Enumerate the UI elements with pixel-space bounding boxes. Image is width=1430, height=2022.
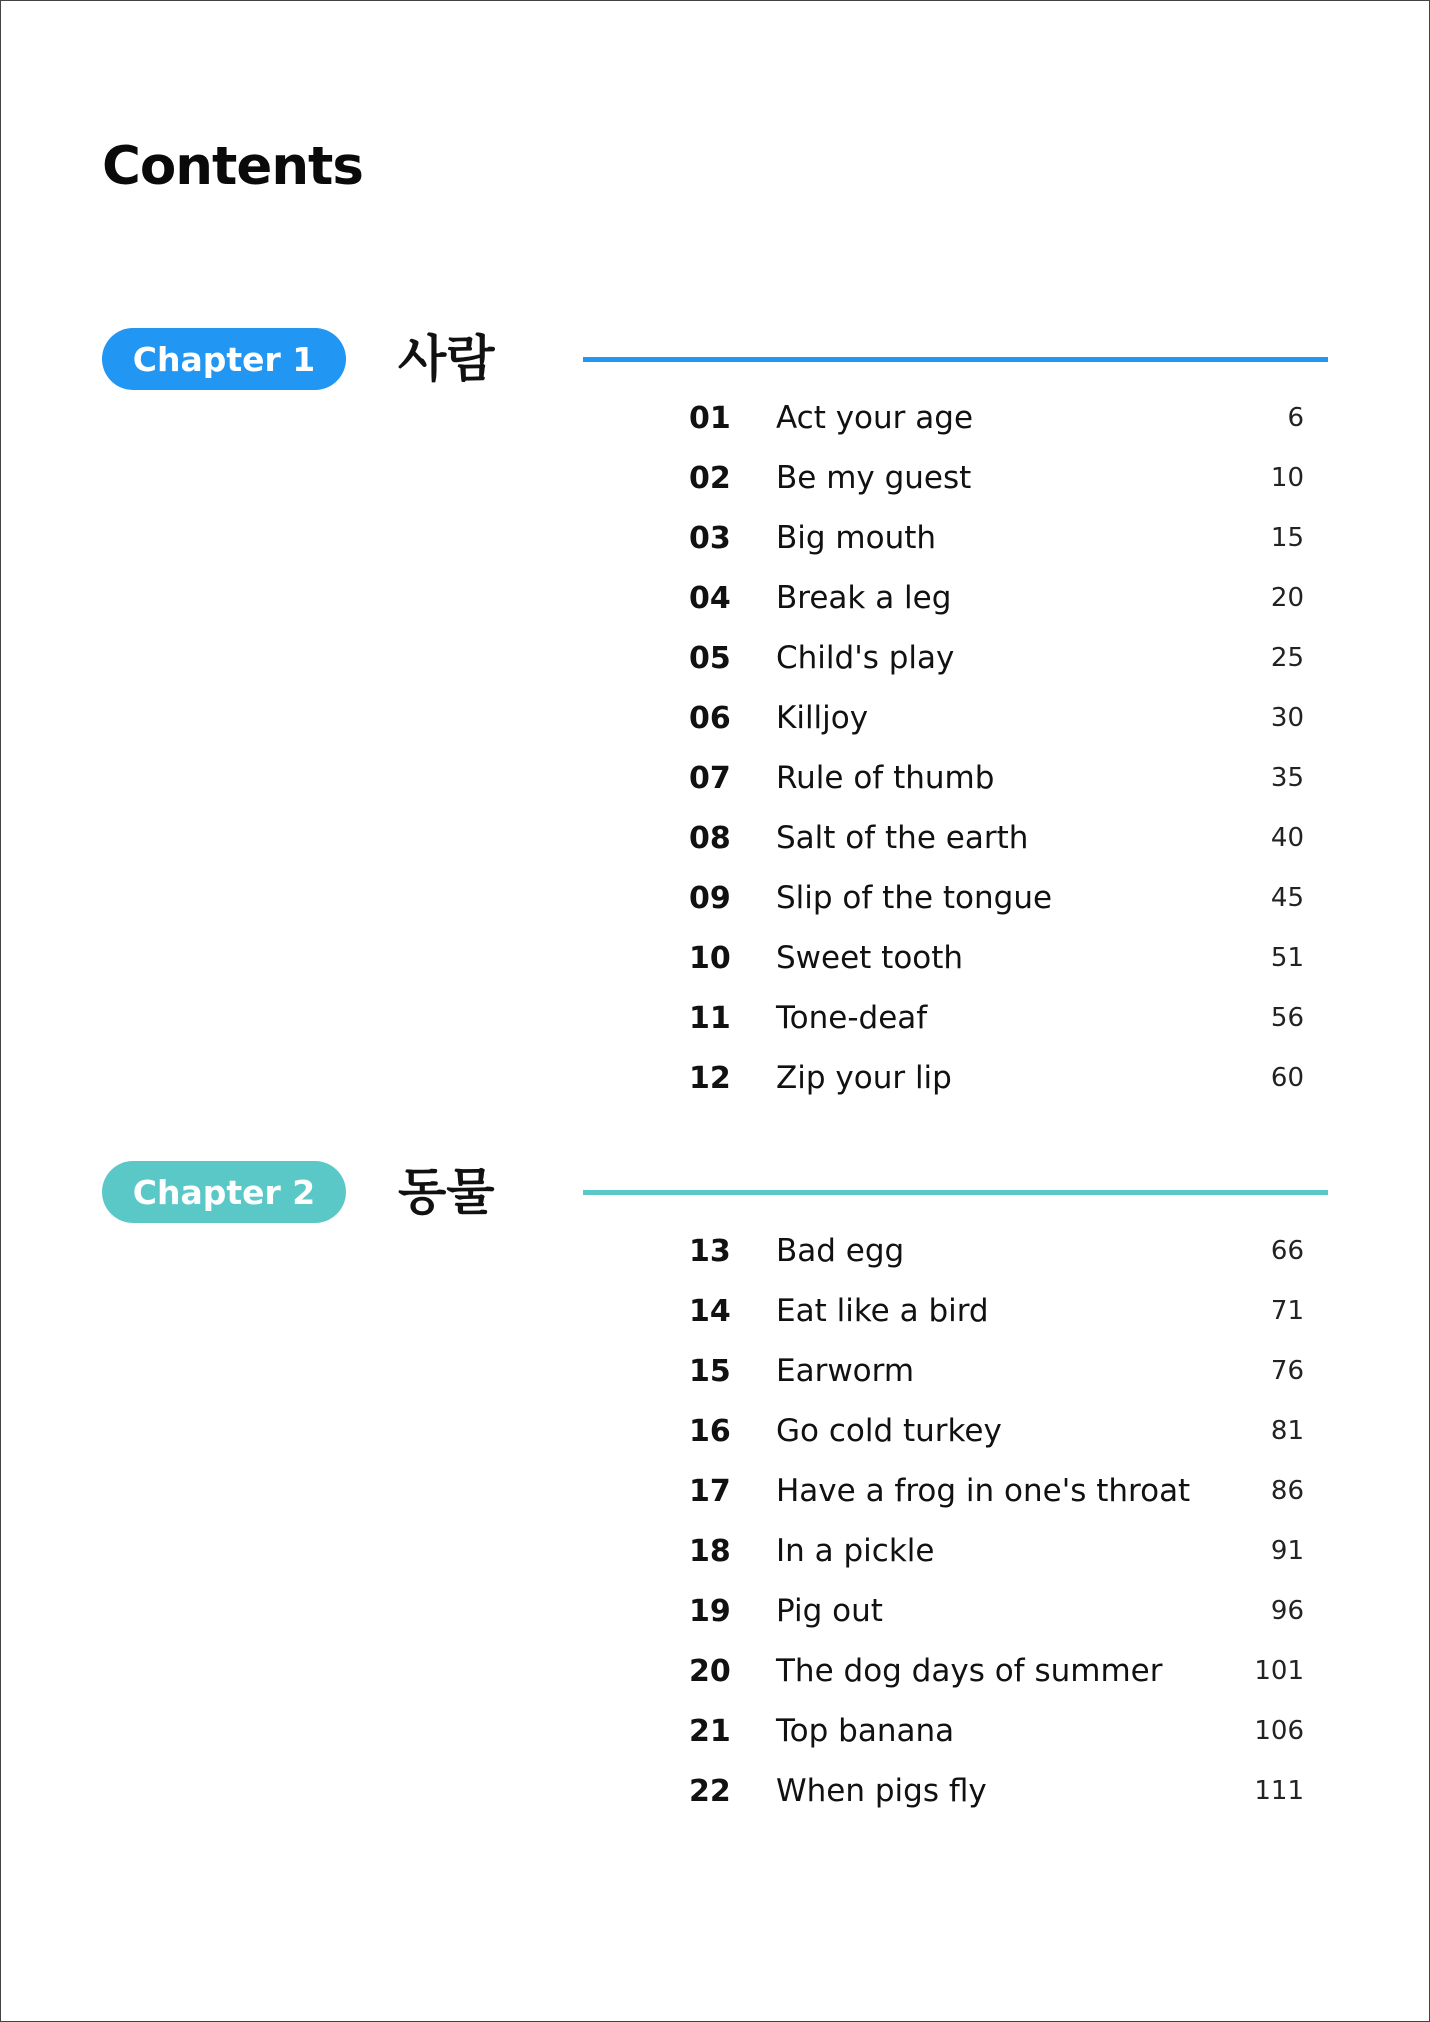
entry-title: Tone-deaf — [776, 1000, 928, 1036]
entry-title: Earworm — [776, 1353, 915, 1389]
page-title: Contents — [102, 136, 363, 197]
entry-title: Killjoy — [776, 700, 869, 736]
entry-title: Go cold turkey — [776, 1413, 1002, 1449]
entry-number: 22 — [689, 1773, 731, 1809]
entry-title: Zip your lip — [776, 1060, 952, 1096]
entry-title: Eat like a bird — [776, 1293, 989, 1329]
entry-number: 06 — [689, 700, 731, 736]
entry-title: Bad egg — [776, 1233, 905, 1269]
entry-title: Be my guest — [776, 460, 972, 496]
entry-number: 18 — [689, 1533, 731, 1569]
entry-title: Big mouth — [776, 520, 937, 556]
entry-page-number: 96 — [1270, 1596, 1304, 1626]
entry-page-number: 25 — [1270, 643, 1304, 673]
chapter-rule — [583, 1190, 1328, 1195]
entry-number: 07 — [689, 760, 731, 796]
entry-number: 20 — [689, 1653, 731, 1689]
entry-number: 09 — [689, 880, 731, 916]
entry-list — [0, 1221, 1430, 1821]
entry-number: 12 — [689, 1060, 731, 1096]
toc-entry[interactable] — [0, 1281, 1430, 1341]
entry-page-number: 60 — [1270, 1063, 1304, 1093]
toc-entry[interactable] — [0, 1581, 1430, 1641]
toc-entry[interactable] — [0, 1221, 1430, 1281]
entry-page-number: 101 — [1254, 1656, 1304, 1686]
toc-entry[interactable] — [0, 808, 1430, 868]
entry-list — [0, 388, 1430, 1108]
toc-entry[interactable] — [0, 988, 1430, 1048]
chapter-name: 동물 — [398, 1163, 495, 1221]
entry-title: When pigs fly — [776, 1773, 987, 1809]
toc-entry[interactable] — [0, 1641, 1430, 1701]
entry-page-number: 56 — [1270, 1003, 1304, 1033]
toc-entry[interactable] — [0, 508, 1430, 568]
entry-title: Break a leg — [776, 580, 952, 616]
entry-number: 02 — [689, 460, 731, 496]
toc-entry[interactable] — [0, 628, 1430, 688]
entry-number: 15 — [689, 1353, 731, 1389]
entry-page-number: 91 — [1270, 1536, 1304, 1566]
entry-title: Sweet tooth — [776, 940, 964, 976]
toc-entry[interactable] — [0, 1521, 1430, 1581]
chapter-rule — [583, 357, 1328, 362]
entry-page-number: 45 — [1270, 883, 1304, 913]
entry-title: The dog days of summer — [776, 1653, 1163, 1689]
toc-entry[interactable] — [0, 868, 1430, 928]
entry-title: Slip of the tongue — [776, 880, 1053, 916]
entry-number: 11 — [689, 1000, 731, 1036]
entry-page-number: 20 — [1270, 583, 1304, 613]
entry-page-number: 30 — [1270, 703, 1304, 733]
toc-entry[interactable] — [0, 1048, 1430, 1108]
entry-page-number: 66 — [1270, 1236, 1304, 1266]
toc-entry[interactable] — [0, 688, 1430, 748]
entry-page-number: 15 — [1270, 523, 1304, 553]
entry-number: 01 — [689, 400, 731, 436]
entry-page-number: 81 — [1270, 1416, 1304, 1446]
entry-page-number: 86 — [1270, 1476, 1304, 1506]
entry-number: 21 — [689, 1713, 731, 1749]
entry-number: 14 — [689, 1293, 731, 1329]
entry-page-number: 71 — [1270, 1296, 1304, 1326]
entry-title: Top banana — [776, 1713, 955, 1749]
entry-number: 04 — [689, 580, 731, 616]
entry-number: 08 — [689, 820, 731, 856]
toc-entry[interactable] — [0, 928, 1430, 988]
entry-number: 16 — [689, 1413, 731, 1449]
toc-entry[interactable] — [0, 1341, 1430, 1401]
toc-entry[interactable] — [0, 748, 1430, 808]
entry-page-number: 51 — [1270, 943, 1304, 973]
entry-title: Have a frog in one's throat — [776, 1473, 1191, 1509]
chapter-badge: Chapter 2 — [102, 1161, 346, 1223]
entry-title: Act your age — [776, 400, 974, 436]
entry-title: Pig out — [776, 1593, 883, 1629]
toc-entry[interactable] — [0, 1761, 1430, 1821]
toc-entry[interactable] — [0, 388, 1430, 448]
entry-page-number: 111 — [1254, 1776, 1304, 1806]
entry-title: In a pickle — [776, 1533, 935, 1569]
toc-entry[interactable] — [0, 1461, 1430, 1521]
entry-number: 05 — [689, 640, 731, 676]
toc-entry[interactable] — [0, 568, 1430, 628]
entry-title: Child's play — [776, 640, 955, 676]
entry-number: 13 — [689, 1233, 731, 1269]
entry-page-number: 40 — [1270, 823, 1304, 853]
toc-entry[interactable] — [0, 1401, 1430, 1461]
entry-page-number: 106 — [1254, 1716, 1304, 1746]
entry-number: 03 — [689, 520, 731, 556]
entry-page-number: 6 — [1287, 403, 1304, 433]
toc-entry[interactable] — [0, 448, 1430, 508]
entry-number: 10 — [689, 940, 731, 976]
entry-number: 19 — [689, 1593, 731, 1629]
chapter-badge: Chapter 1 — [102, 328, 346, 390]
entry-title: Rule of thumb — [776, 760, 995, 796]
chapter-name: 사람 — [398, 330, 495, 388]
entry-title: Salt of the earth — [776, 820, 1029, 856]
entry-page-number: 76 — [1270, 1356, 1304, 1386]
entry-page-number: 10 — [1270, 463, 1304, 493]
toc-entry[interactable] — [0, 1701, 1430, 1761]
entry-number: 17 — [689, 1473, 731, 1509]
entry-page-number: 35 — [1270, 763, 1304, 793]
